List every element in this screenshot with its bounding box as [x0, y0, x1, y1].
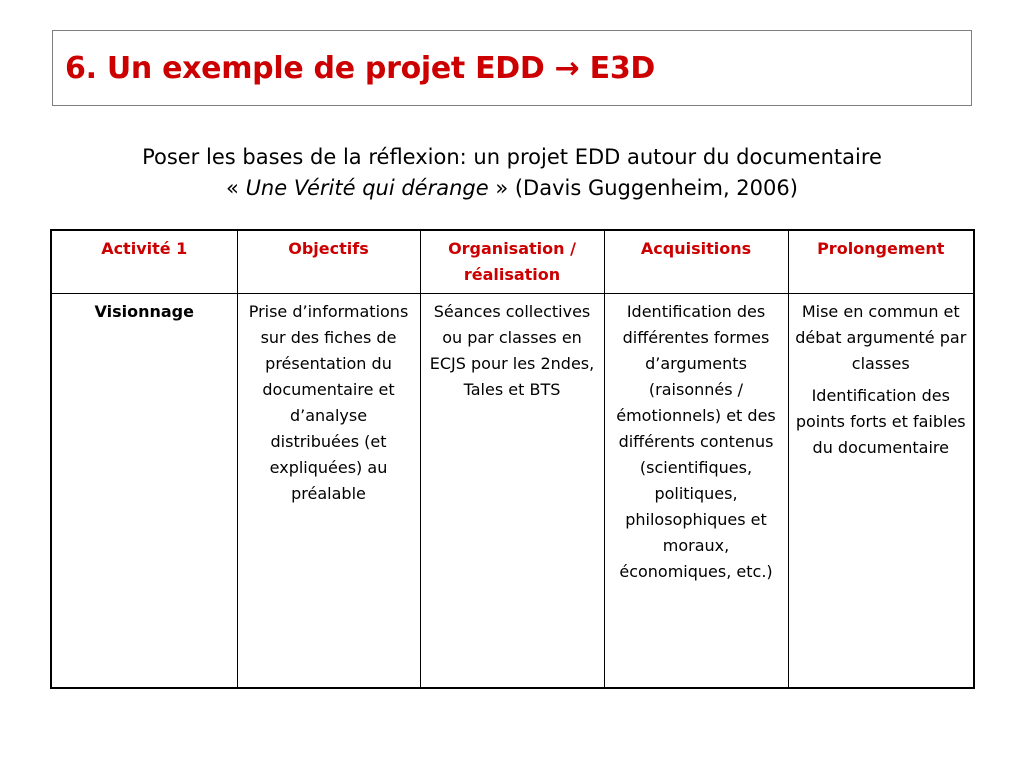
slide-title-prefix: 6. Un exemple de projet EDD: [65, 50, 555, 86]
slide-subtitle: [40, 142, 984, 204]
subtitle-line-1: Poser les bases de la réflexion: un projet EDD autour du documentaire: [142, 145, 882, 169]
cell-activity: Visionnage: [51, 294, 237, 689]
quote-open: «: [226, 176, 246, 200]
header-acquisitions: Acquisitions: [604, 230, 788, 294]
cell-organisation: Séances collectives ou par classes en ECJS pour les 2ndes, Tales et BTS: [420, 294, 604, 689]
header-objectifs: Objectifs: [237, 230, 420, 294]
arrow-right-icon: →: [554, 50, 580, 86]
cell-objectifs: Prise d’informations sur des fiches de présentation du documentaire et d’analyse distribuées (et expliquées) au préalable: [237, 294, 420, 689]
prolongement-item-2: Identification des points forts et faibles du documentaire: [795, 386, 966, 457]
slide-title-box: [52, 30, 972, 106]
project-table: [50, 229, 975, 689]
cell-prolongement: [788, 294, 974, 689]
slide-title: [65, 51, 655, 86]
subtitle-source: » (Davis Guggenheim, 2006): [488, 176, 798, 200]
header-organisation: Organisation / réalisation: [420, 230, 604, 294]
prolongement-item-1: Mise en commun et débat argumenté par classes: [795, 302, 967, 373]
table-header-row: [51, 230, 974, 294]
header-activite: Activité 1: [51, 230, 237, 294]
header-prolongement: Prolongement: [788, 230, 974, 294]
film-title: Une Vérité qui dérange: [245, 176, 489, 200]
table-row: [51, 294, 974, 689]
subtitle-line-2: [40, 173, 984, 204]
cell-acquisitions: Identification des différentes formes d’arguments (raisonnés / émotionnels) et des différents contenus (scientifiques, politiques, philosophiques et moraux, économiques, etc.): [604, 294, 788, 689]
slide-title-suffix: E3D: [579, 50, 655, 86]
